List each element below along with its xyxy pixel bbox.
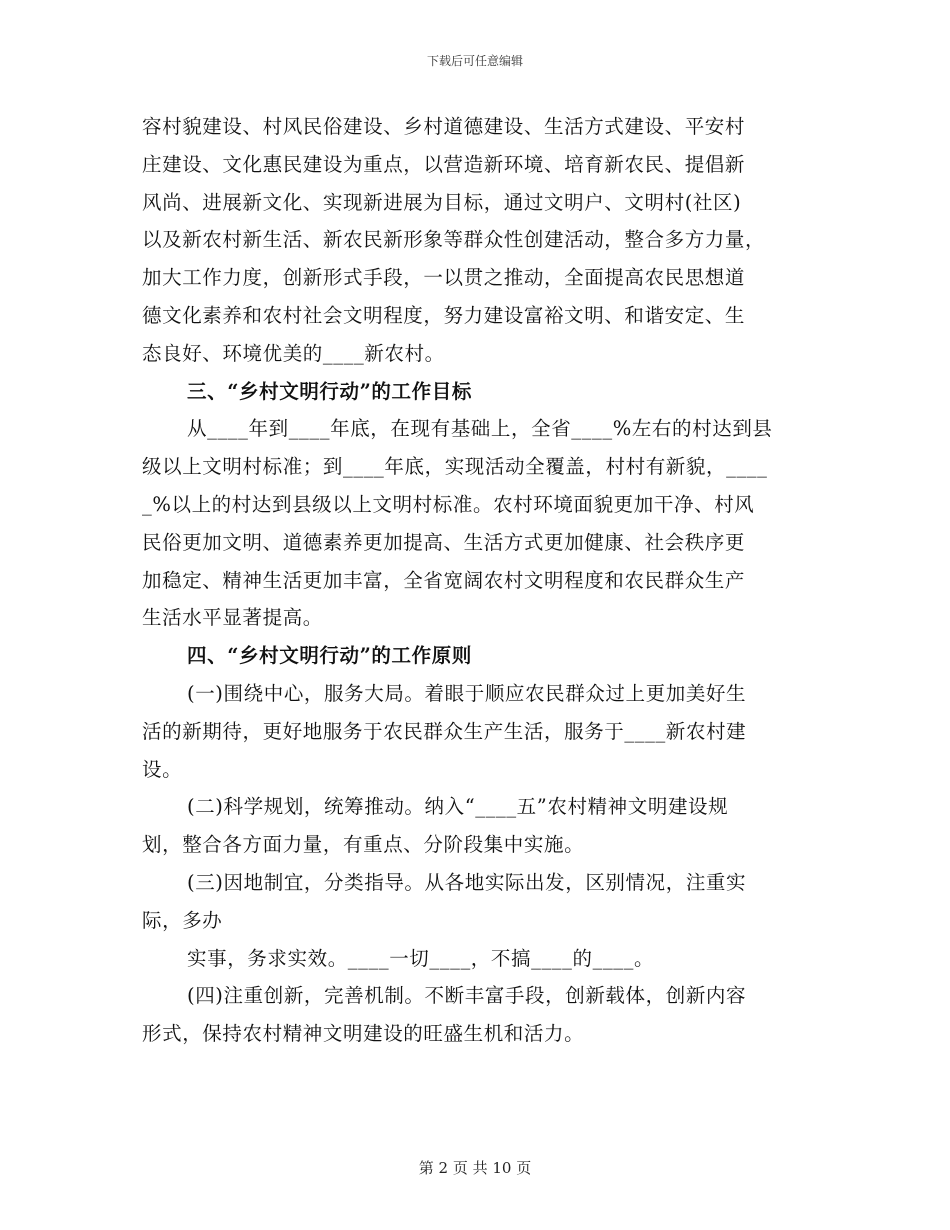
text-line: 划，整合各方面力量，有重点、分阶段集中实施。 [142, 833, 585, 857]
page-header: 下载后可任意编辑 [426, 54, 523, 68]
text-line: (二)科学规划，统筹推动。纳入“____五”农村精神文明建设规 [187, 795, 729, 819]
text-line: 庄建设、文化惠民建设为重点，以营造新环境、培育新农民、提倡新 [142, 152, 746, 176]
text-line: 活的新期待，更好地服务于农民群众生产生活，服务于____新农村建 [142, 719, 747, 743]
text-line: 形式，保持农村精神文明建设的旺盛生机和活力。 [142, 1022, 585, 1046]
text-line: 设。 [142, 757, 183, 781]
text-line: 民俗更加文明、道德素养更加提高、生活方式更加健康、社会秩序更 [142, 530, 746, 554]
text-line: (四)注重创新，完善机制。不断丰富手段，创新载体，创新内容 [187, 984, 747, 1008]
text-line: _%以上的村达到县级以上文明村标准。农村环境面貌更加干净、村风 [142, 492, 755, 516]
text-line: 加大工作力度，创新形式手段，一以贯之推动，全面提高农民思想道 [142, 266, 746, 290]
text-line: 级以上文明村标准；到____年底，实现活动全覆盖，村村有新貌，____ [142, 455, 768, 479]
section-heading: 三、“乡村文明行动”的工作目标 [187, 379, 472, 403]
text-line: 实事，务求实效。____一切____，不搞____的____。 [187, 946, 655, 970]
page-footer: 第 2 页 共 10 页 [418, 1159, 532, 1177]
text-line: 际，多办 [142, 908, 223, 932]
text-line: 容村貌建设、村风民俗建设、乡村道德建设、生活方式建设、平安村 [142, 115, 746, 138]
document-body [142, 108, 806, 1053]
text-line: (三)因地制宜，分类指导。从各地实际出发，区别情况，注重实 [187, 870, 747, 894]
text-line: 从____年到____年底，在现有基础上，全省____%左右的村达到县 [187, 417, 773, 441]
text-line: 态良好、环境优美的____新农村。 [142, 341, 445, 365]
text-line: 风尚、进展新文化、实现新进展为目标，通过文明户、文明村(社区) [142, 190, 742, 214]
text-line: 以及新农村新生活、新农民新形象等群众性创建活动，整合多方力量， [142, 228, 766, 252]
text-line: 加稳定、精神生活更加丰富，全省宽阔农村文明程度和农民群众生产 [142, 568, 746, 592]
section-heading: 四、“乡村文明行动”的工作原则 [187, 644, 472, 668]
text-line: 生活水平显著提高。 [142, 606, 323, 630]
text-line: (一)围绕中心，服务大局。着眼于顺应农民群众过上更加美好生 [187, 681, 747, 705]
text-line: 德文化素养和农村社会文明程度，努力建设富裕文明、和谐安定、生 [142, 303, 746, 327]
